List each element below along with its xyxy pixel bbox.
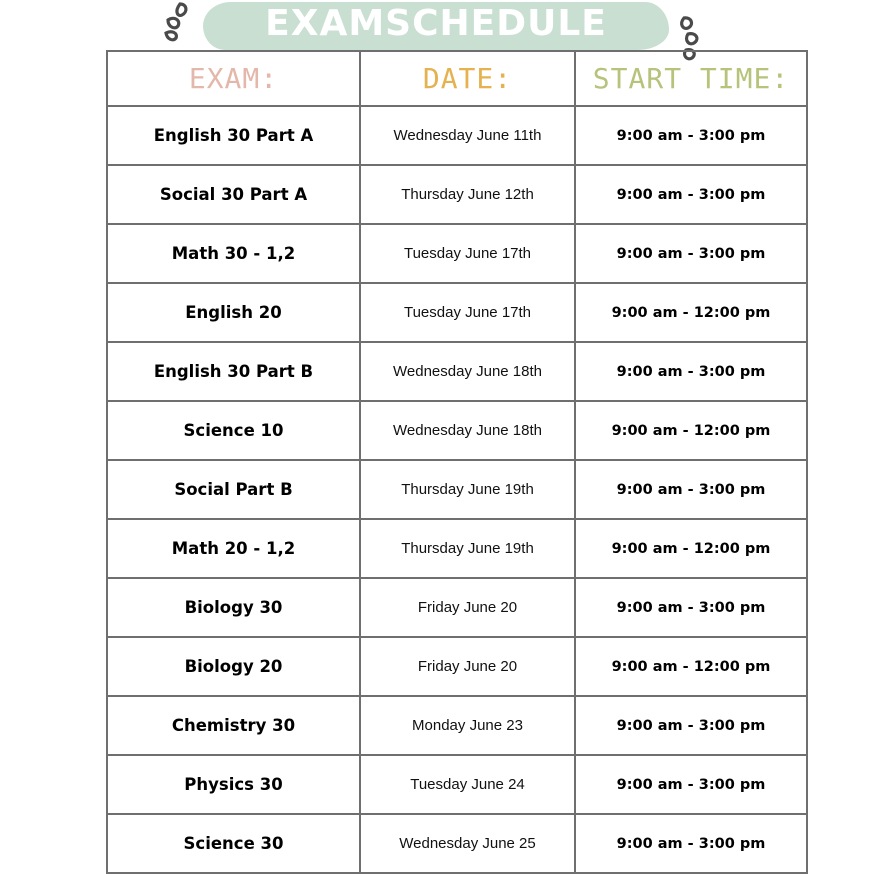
table-row: [107, 460, 807, 519]
exam-time: 9:00 am - 12:00 pm: [575, 283, 807, 342]
exam-time: 9:00 am - 3:00 pm: [575, 578, 807, 637]
exam-name: Chemistry 30: [107, 696, 360, 755]
exam-name: English 30 Part B: [107, 342, 360, 401]
table-row: [107, 106, 807, 165]
exam-name: Science 10: [107, 401, 360, 460]
exam-name: Biology 30: [107, 578, 360, 637]
exam-name: Science 30: [107, 814, 360, 873]
header-row: [107, 51, 807, 106]
exam-name: Social 30 Part A: [107, 165, 360, 224]
exam-date: Tuesday June 17th: [360, 283, 575, 342]
leaf-sprig-icon: [160, 0, 200, 44]
exam-date: Thursday June 12th: [360, 165, 575, 224]
exam-time: 9:00 am - 12:00 pm: [575, 637, 807, 696]
exam-name: Physics 30: [107, 755, 360, 814]
table-row: [107, 578, 807, 637]
exam-time: 9:00 am - 3:00 pm: [575, 755, 807, 814]
exam-name: Biology 20: [107, 637, 360, 696]
table-row: [107, 519, 807, 578]
table-row: [107, 342, 807, 401]
exam-date: Wednesday June 11th: [360, 106, 575, 165]
table-row: [107, 755, 807, 814]
start-time-column-header: START TIME:: [575, 51, 807, 106]
exam-date: Wednesday June 18th: [360, 401, 575, 460]
exam-date: Tuesday June 17th: [360, 224, 575, 283]
exam-time: 9:00 am - 3:00 pm: [575, 696, 807, 755]
exam-time: 9:00 am - 3:00 pm: [575, 224, 807, 283]
exam-column-header: EXAM:: [107, 51, 360, 106]
exam-date: Thursday June 19th: [360, 460, 575, 519]
exam-name: English 30 Part A: [107, 106, 360, 165]
exam-date: Wednesday June 18th: [360, 342, 575, 401]
table-row: [107, 637, 807, 696]
date-column-header: DATE:: [360, 51, 575, 106]
exam-time: 9:00 am - 3:00 pm: [575, 165, 807, 224]
exam-time: 9:00 am - 3:00 pm: [575, 460, 807, 519]
exam-time: 9:00 am - 3:00 pm: [575, 106, 807, 165]
table-row: [107, 696, 807, 755]
table-row: [107, 401, 807, 460]
exam-name: Social Part B: [107, 460, 360, 519]
exam-name: Math 20 - 1,2: [107, 519, 360, 578]
exam-date: Friday June 20: [360, 578, 575, 637]
exam-date: Friday June 20: [360, 637, 575, 696]
exam-name: English 20: [107, 283, 360, 342]
table-row: [107, 224, 807, 283]
exam-date: Monday June 23: [360, 696, 575, 755]
exam-time: 9:00 am - 12:00 pm: [575, 401, 807, 460]
table-row: [107, 283, 807, 342]
table-row: [107, 165, 807, 224]
exam-name: Math 30 - 1,2: [107, 224, 360, 283]
exam-time: 9:00 am - 3:00 pm: [575, 342, 807, 401]
table-row: [107, 814, 807, 873]
exam-date: Wednesday June 25: [360, 814, 575, 873]
exam-date: Thursday June 19th: [360, 519, 575, 578]
exam-schedule-table: [106, 50, 808, 874]
exam-time: 9:00 am - 3:00 pm: [575, 814, 807, 873]
exam-time: 9:00 am - 12:00 pm: [575, 519, 807, 578]
exam-date: Tuesday June 24: [360, 755, 575, 814]
page-title: EXAMSCHEDULE: [265, 3, 607, 44]
